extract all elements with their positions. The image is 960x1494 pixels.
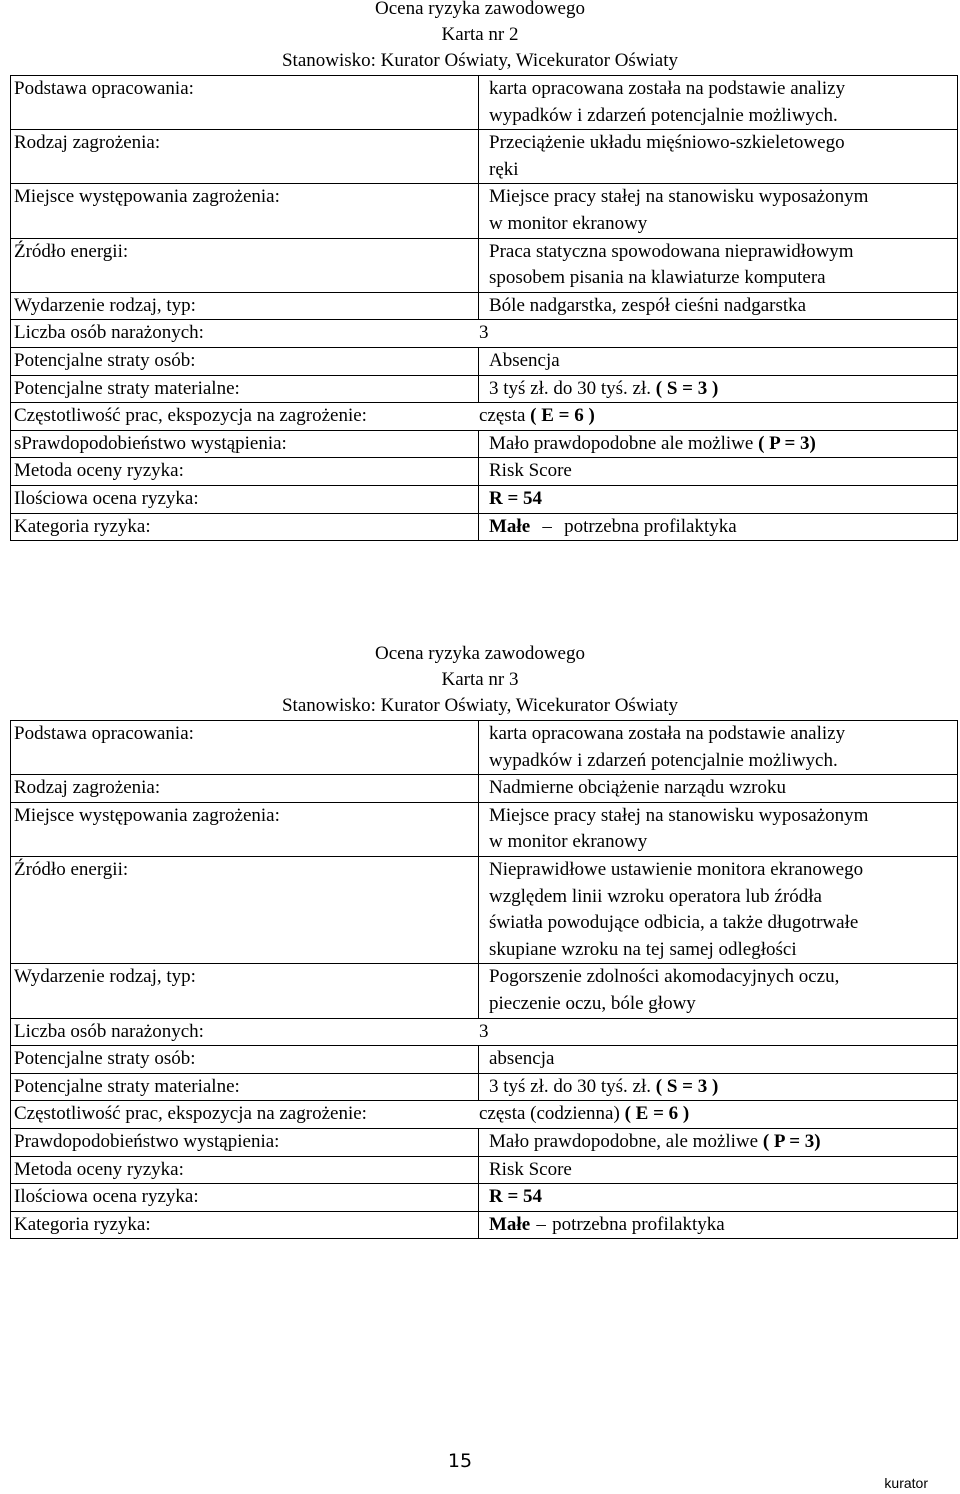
row-label: sPrawdopodobieństwo wystąpienia: — [11, 430, 479, 458]
table-row — [11, 403, 958, 431]
table-row — [11, 1046, 958, 1074]
split-cell — [11, 1018, 958, 1046]
row-value — [479, 130, 958, 184]
row-label: Podstawa opracowania: — [11, 76, 479, 130]
value-line: względem linii wzroku operatora lub źródła — [489, 885, 822, 907]
row-label: Częstotliwość prac, ekspozycja na zagrożenie: — [14, 405, 367, 427]
row-value — [479, 403, 595, 430]
value-score: ( S = 3 ) — [655, 1075, 719, 1097]
card-number: Karta nr 3 — [441, 669, 519, 690]
table-row — [11, 802, 958, 856]
row-label: Potencjalne straty materialne: — [11, 375, 479, 403]
value-score: ( P = 3) — [762, 1130, 821, 1152]
table-row — [11, 1018, 958, 1046]
row-value: 3 — [479, 322, 489, 344]
value-line: w monitor ekranowy — [489, 212, 648, 234]
risk-table — [10, 720, 958, 1239]
value-line: światła powodujące odbicia, a także długotrwałe — [489, 912, 859, 934]
value-text: 3 tyś zł. do 30 tyś. zł. — [489, 377, 656, 399]
value-text: Mało prawdopodobne ale możliwe — [489, 432, 759, 454]
table-row — [11, 1073, 958, 1101]
value-line: Nieprawidłowe ustawienie monitora ekranowego — [489, 858, 864, 880]
row-label: Podstawa opracowania: — [11, 721, 479, 775]
card-title: Ocena ryzyka zawodowego — [375, 0, 585, 19]
value-text: częsta (codzienna) — [479, 1103, 625, 1125]
row-value — [479, 1101, 689, 1128]
value-line: karta opracowana została na podstawie analizy — [489, 723, 846, 744]
table-row — [11, 856, 958, 963]
row-value: 3 — [479, 1020, 489, 1042]
value-score: ( P = 3) — [758, 432, 816, 454]
value-dash: – — [536, 1213, 546, 1235]
split-cell — [11, 1101, 958, 1129]
value-line: karta opracowana została na podstawie analizy — [489, 78, 846, 99]
value-line: Miejsce pracy stałej na stanowisku wyposażonym — [489, 186, 869, 208]
table-row — [11, 130, 958, 184]
row-value: Absencja — [479, 347, 958, 375]
row-label: Źródło energii: — [11, 856, 479, 963]
row-value: Risk Score — [479, 458, 958, 486]
value-line: Miejsce pracy stałej na stanowisku wyposażonym — [489, 804, 869, 826]
row-label: Miejsce występowania zagrożenia: — [11, 184, 479, 238]
value-line: sposobem pisania na klawiaturze komputera — [489, 267, 826, 289]
value-category: Małe — [489, 1213, 531, 1235]
table-row — [11, 458, 958, 486]
footer-watermark: kurator — [884, 1475, 928, 1491]
value-text: 3 tyś zł. do 30 tyś. zł. — [489, 1075, 656, 1097]
row-label: Potencjalne straty osób: — [11, 347, 479, 375]
table-row — [11, 76, 958, 130]
value-line: pieczenie oczu, bóle głowy — [489, 992, 696, 1014]
row-label: Metoda oceny ryzyka: — [11, 1156, 479, 1184]
table-row — [11, 238, 958, 292]
page-number: 15 — [447, 1450, 473, 1472]
value-line: wypadków i zdarzeń potencjalnie możliwych. — [489, 104, 838, 126]
row-value — [479, 430, 958, 458]
row-label: Potencjalne straty osób: — [11, 1046, 479, 1074]
row-value — [479, 721, 958, 775]
row-label: Ilościowa ocena ryzyka: — [11, 485, 479, 513]
value-line: Praca statyczna spowodowana nieprawidłowym — [489, 240, 854, 262]
row-value — [479, 1073, 958, 1101]
value-score: ( E = 6 ) — [530, 405, 595, 427]
row-label: Wydarzenie rodzaj, typ: — [11, 292, 479, 320]
value-dash: – — [542, 515, 552, 537]
card-header — [0, 0, 960, 74]
card-position: Stanowisko: Kurator Oświaty, Wicekurator Oświaty — [281, 695, 679, 716]
row-value — [479, 964, 958, 1018]
row-label: Liczba osób narażonych: — [14, 1020, 204, 1042]
row-value: Bóle nadgarstka, zespół cieśni nadgarstka — [479, 292, 958, 320]
risk-card-3 — [0, 641, 960, 1235]
table-row — [11, 1128, 958, 1156]
row-label: Częstotliwość prac, ekspozycja na zagrożenie: — [14, 1103, 367, 1125]
value-score: ( E = 6 ) — [624, 1103, 690, 1125]
row-label: Kategoria ryzyka: — [11, 1211, 479, 1239]
table-row — [11, 1211, 958, 1239]
row-label: Liczba osób narażonych: — [14, 322, 204, 344]
table-row — [11, 375, 958, 403]
table-row — [11, 721, 958, 775]
row-value — [479, 513, 958, 541]
value-line: ręki — [489, 158, 519, 180]
row-label: Kategoria ryzyka: — [11, 513, 479, 541]
row-label: Metoda oceny ryzyka: — [11, 458, 479, 486]
table-row — [11, 513, 958, 541]
value-category: Małe — [489, 515, 531, 537]
card-position: Stanowisko: Kurator Oświaty, Wicekurator Oświaty — [281, 50, 679, 71]
value-line: wypadków i zdarzeń potencjalnie możliwych. — [489, 749, 838, 771]
row-value — [479, 184, 958, 238]
value-text: częsta — [479, 405, 531, 427]
value-score: ( S = 3 ) — [655, 377, 719, 399]
table-row — [11, 430, 958, 458]
row-label: Rodzaj zagrożenia: — [11, 130, 479, 184]
value-text: potrzebna profilaktyka — [552, 1213, 725, 1235]
row-value — [479, 238, 958, 292]
row-value — [479, 375, 958, 403]
value-text: potrzebna profilaktyka — [564, 515, 737, 537]
split-cell — [11, 320, 958, 348]
split-cell — [11, 403, 958, 431]
value-text: Mało prawdopodobne, ale możliwe — [489, 1130, 763, 1152]
row-value: R = 54 — [479, 1184, 958, 1212]
value-line: Przeciążenie układu mięśniowo-szkieletowego — [489, 132, 845, 154]
row-label: Miejsce występowania zagrożenia: — [11, 802, 479, 856]
card-number: Karta nr 2 — [441, 24, 519, 45]
table-row — [11, 292, 958, 320]
row-value: R = 54 — [479, 485, 958, 513]
table-row — [11, 1101, 958, 1129]
table-row — [11, 320, 958, 348]
table-row — [11, 347, 958, 375]
row-value — [479, 76, 958, 130]
card-header — [0, 641, 960, 719]
row-value — [479, 1128, 958, 1156]
table-row — [11, 1156, 958, 1184]
row-value — [479, 802, 958, 856]
row-label: Potencjalne straty materialne: — [11, 1073, 479, 1101]
row-value: absencja — [479, 1046, 958, 1074]
value-line: skupiane wzroku na tej samej odległości — [489, 938, 797, 960]
row-label: Rodzaj zagrożenia: — [11, 775, 479, 803]
row-label: Źródło energii: — [11, 238, 479, 292]
table-row — [11, 485, 958, 513]
row-label: Ilościowa ocena ryzyka: — [11, 1184, 479, 1212]
row-label: Wydarzenie rodzaj, typ: — [11, 964, 479, 1018]
risk-card-2 — [0, 0, 960, 537]
table-row — [11, 775, 958, 803]
row-value: Nadmierne obciążenie narządu wzroku — [479, 775, 958, 803]
row-label: Prawdopodobieństwo wystąpienia: — [11, 1128, 479, 1156]
value-line: Pogorszenie zdolności akomodacyjnych oczu, — [489, 966, 840, 988]
table-row — [11, 1184, 958, 1212]
card-title: Ocena ryzyka zawodowego — [375, 643, 585, 664]
table-row — [11, 964, 958, 1018]
risk-table — [10, 75, 958, 541]
table-row — [11, 184, 958, 238]
row-value: Risk Score — [479, 1156, 958, 1184]
row-value — [479, 856, 958, 963]
row-value — [479, 1211, 958, 1239]
value-line: w monitor ekranowy — [489, 831, 648, 853]
